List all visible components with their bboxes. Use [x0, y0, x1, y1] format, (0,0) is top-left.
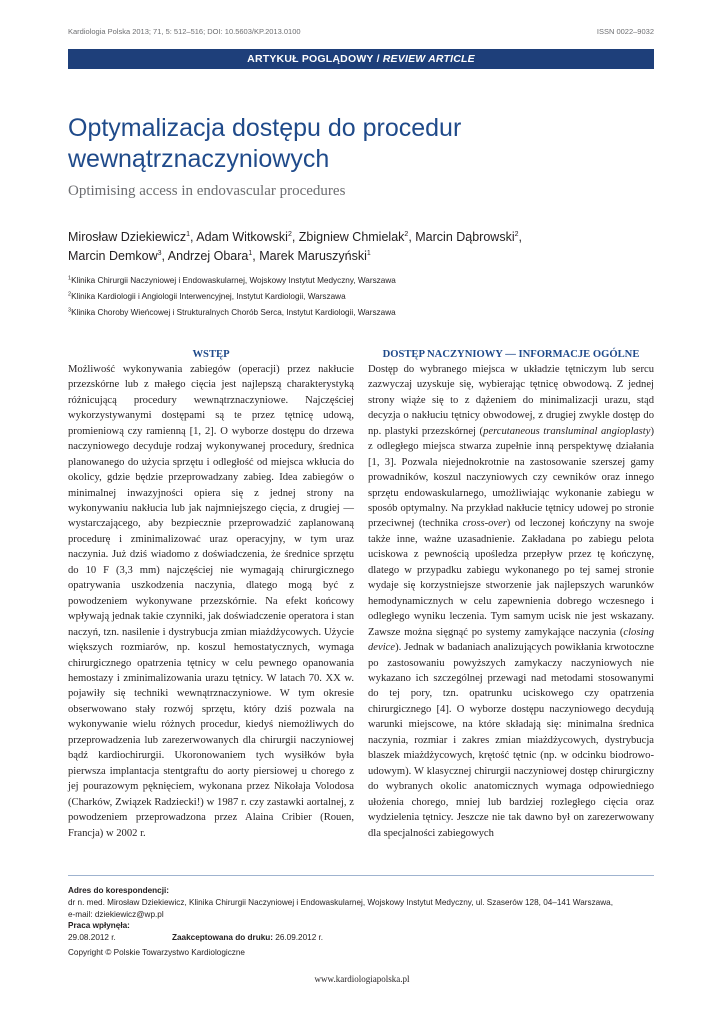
correspondence-dates [68, 920, 654, 944]
journal-reference: Kardiologia Polska 2013; 71, 5: 512–516; DOI: 10.5603/KP.2013.0100 [68, 27, 301, 36]
affiliation-text: Klinika Kardiologii i Angiologii Interwencyjnej, Instytut Kardiologii, Warszawa [71, 292, 346, 301]
article-title-line-2: wewnątrznaczyniowych [68, 145, 330, 173]
author-affiliation-mark: 1 [248, 249, 253, 257]
issn: ISSN 0022–9032 [596, 27, 654, 36]
author-name: Mirosław Dziekiewicz [68, 230, 187, 244]
author-affiliation-mark: 1 [366, 249, 371, 257]
journal-url[interactable]: www.kardiologiapolska.pl [314, 974, 410, 984]
paragraph-text: ) od leczonej kończyny na swoje także inne, ważne uzasadnienie. Zakładana po zabiegu pelota uciskowa z pewnością upośledza przepływ przez tę kończynę, dlatego w przypadku zabiegu wykonanego po tej samej stronie wydaje się korzystniejsze stworzenie jak najlepszych warunków hemodynamicznych w celu zapewnienia dobrego wczesnego i odległego wyniku leczenia. Tym samym ucisk nie jest wskazany. Zawsze można sięgnąć po systemy zamykające naczynia ( [368, 518, 654, 638]
correspondence-address: dr n. med. Mirosław Dziekiewicz, Klinika Chirurgii Naczyniowej i Endowaskularnej, Wojskowy Instytut Medyczny, ul. Szaserów 128, 04–141 Warszawa, [68, 897, 613, 907]
author-name: Andrzej Obara [167, 249, 249, 263]
author-list [68, 228, 654, 266]
vascular-access-paragraph [368, 362, 654, 841]
article-type-separator: / [376, 53, 380, 65]
author-affiliation-mark: 2 [514, 230, 519, 238]
introduction-paragraph: Możliwość wykonywania zabiegów (operacji) przez nakłucie przezskórne lub z małego cięcia jest najlepszą charakterystyką różnicującą procedury wewnątrznaczyniowe. Najczęściej wykorzystywanymi dostępami są te przez tętnicę udową, promieniową czy ramienną [1, 2]. O wyborze dostępu do drzewa naczyniowego decyduje rodzaj wykonywanej procedury, średnica planowanego do użycia sprzętu i odległość od miejsca wkłucia do okolicy, gdzie będzie przeprowadzany zabieg. Idea zabiegów o minimalnej inwazyjności opiera się z jednej strony na wykonywaniu nakłucia lub jak najmniejszego cięcia, z drugiej — wystarczającego, aby bezpiecznie przeprowadzić zaplanowaną procedurę i zminimalizować uraz operacyjny, w tym uraz naczynia. Już dziś wiadomo z doświadczenia, że średnice sprzętu do 10 F (3,3 mm) najczęściej nie wymagają chirurgicznego opatrywania uszkodzenia naczynia, dlatego mogą być z powodzeniem wykonywane przezskórnie. Na efekt końcowy wpływają jednak takie czynniki, jak doświadczenie operatora i stan naczyń, tzn. nasilenie i dystrybucja zmian miażdżycowych. Użycie większych rozmiarów, np. koszul hemostatycznych, wymaga chirurgicznego opatrzenia tętnicy w celu pewnego opanowania hemostazy i zminimalizowania urazu tętnicy. W latach 70. XX w. pojawiły się techniki wewnątrznaczyniowe. W tym okresie obserwowano stały rozwój sprzętu, który dziś pozwala na wykonywanie wielu różnych procedur, kiedyś niemożliwych do przeprowadzenia lub zarezerwowanych dla chirurgii naczyniowej bądź kardiochirurgii. Ukoronowaniem tych wysiłków była pierwsza implantacja stentgraftu do aorty piersiowej u chorego z jej pourazowym pęknięciem, wykonana przez Nikołaja Volodosa (Charków, Związek Radziecki!) w 1987 r. czy zastawki aortalnej, z powodzeniem przeprowadzona przez Alaina Cribier (Rouen, Francja) w 2002 r. [68, 363, 354, 839]
affiliation-number: 1 [68, 275, 72, 282]
article-type-en: REVIEW ARTICLE [382, 53, 475, 65]
paragraph-text: ). Jednak w badaniach analizujących powikłania krwotoczne po zastosowaniu powyższych zamykaczy naczyniowych nie wykazano ich szczególnej przewagi nad metodami stosowanymi do tej pory, tzn. opatrunku uciskowego czy opatrzenia chirurgicznego [4]. O wyborze dostępu naczyniowego decydują warunki miejscowe, na które składają się: minimalna średnica naczynia, rozmiar i zakres zmian miażdżycowych, dystrybucja blaszek miażdżycowych, krętość tętnic (np. w odcinku biodrowo-udowym). W klasycznej chirurgii naczyniowej dostęp chirurgiczny do wybranych okolic anatomicznych wymaga odpowiedniego ułożenia chorego, mniej lub bardziej rozległego cięcia oraz wydzielenia tętnicy. Jeszcze nie tak dawno był on zarezerwowany dla specjalności zabiegowych [368, 642, 654, 839]
affiliation-2 [68, 292, 346, 301]
received-label: Praca wpłynęła: [68, 921, 130, 931]
copyright-notice: Copyright © Polskie Towarzystwo Kardiologiczne [68, 947, 245, 957]
author-separator: , [518, 230, 522, 244]
author-name: Marcin Demkow [68, 249, 158, 263]
right-column [368, 348, 654, 841]
paragraph-italic-term: cross-over [462, 518, 507, 530]
author-affiliation-mark: 2 [404, 230, 409, 238]
article-title [68, 113, 658, 175]
left-column [68, 348, 354, 841]
author-affiliation-mark: 3 [157, 249, 162, 257]
accepted-date: 26.09.2012 r. [275, 933, 324, 943]
author-name: Marek Maruszyński [259, 249, 367, 263]
affiliation-text: Klinika Chirurgii Naczyniowej i Endowaskularnej, Wojskowy Instytut Medyczny, Warszawa [71, 276, 396, 285]
author-separator: , [161, 249, 168, 263]
affiliation-1 [68, 276, 396, 285]
author-separator: , [189, 230, 197, 244]
footnote-divider [68, 875, 654, 876]
author-separator: , [408, 230, 416, 244]
accepted-label: Zaakceptowana do druku: [172, 933, 273, 943]
paragraph-text: ) z odległego miejsca stwarza zupełnie inną perspektywę działania [1, 3]. Pozwala niejednokrotnie na zastosowanie szerszej gamy prowadników, koszul naczyniowych czy cewników oraz innego sprzętu endowaskularnego, umożliwiając wykonanie zabiegu w sposób optymalny. Na przykład nakłucie tętnicy udowej po stronie przeciwnej (technika [368, 425, 654, 530]
author-name: Zbigniew Chmielak [298, 230, 405, 244]
author-affiliation-mark: 2 [287, 230, 292, 238]
section-heading-introduction: WSTĘP [192, 348, 230, 360]
correspondence-block [68, 885, 654, 959]
received-date: 29.08.2012 r. [68, 933, 116, 943]
affiliation-3 [68, 308, 396, 317]
paragraph-italic-term: closing device [368, 626, 654, 654]
author-name: Adam Witkowski [196, 230, 288, 244]
affiliation-number: 3 [68, 307, 72, 314]
author-line-1 [68, 228, 654, 247]
paragraph-text: Dostęp do wybranego miejsca w układzie tętniczym lub sercu zazwyczaj uzyskuje się, wybierając tętnicę obwodową. Z jednej strony wiąże się to z dążeniem do minimalizacji urazu, stąd decyzja o nakłuciu tętnicy obwodowej, z drugiej zwykle dostęp do np. plastyki przezskórnej ( [368, 363, 654, 437]
affiliation-text: Klinika Choroby Wieńcowej i Strukturalnych Chorób Serca, Instytut Kardiologii, Warszawa [71, 308, 396, 317]
section-heading-vascular-access: DOSTĘP NACZYNIOWY — INFORMACJE OGÓLNE [382, 348, 640, 360]
article-type-banner [68, 49, 654, 69]
correspondence-heading: Adres do korespondencji: [68, 886, 169, 895]
correspondence-email: e-mail: dziekiewicz@wp.pl [68, 909, 164, 919]
author-name: Marcin Dąbrowski [415, 230, 515, 244]
author-affiliation-mark: 1 [186, 230, 190, 238]
article-title-line-1: Optymalizacja dostępu do procedur [68, 114, 462, 142]
affiliation-number: 2 [68, 291, 72, 298]
paragraph-italic-term: percutaneous transluminal angioplasty [483, 425, 651, 437]
author-line-2 [68, 247, 654, 266]
author-separator: , [291, 230, 299, 244]
author-separator: , [252, 249, 260, 263]
article-type-pl: ARTYKUŁ POGLĄDOWY [247, 53, 374, 65]
article-subtitle: Optimising access in endovascular procedures [68, 183, 346, 199]
